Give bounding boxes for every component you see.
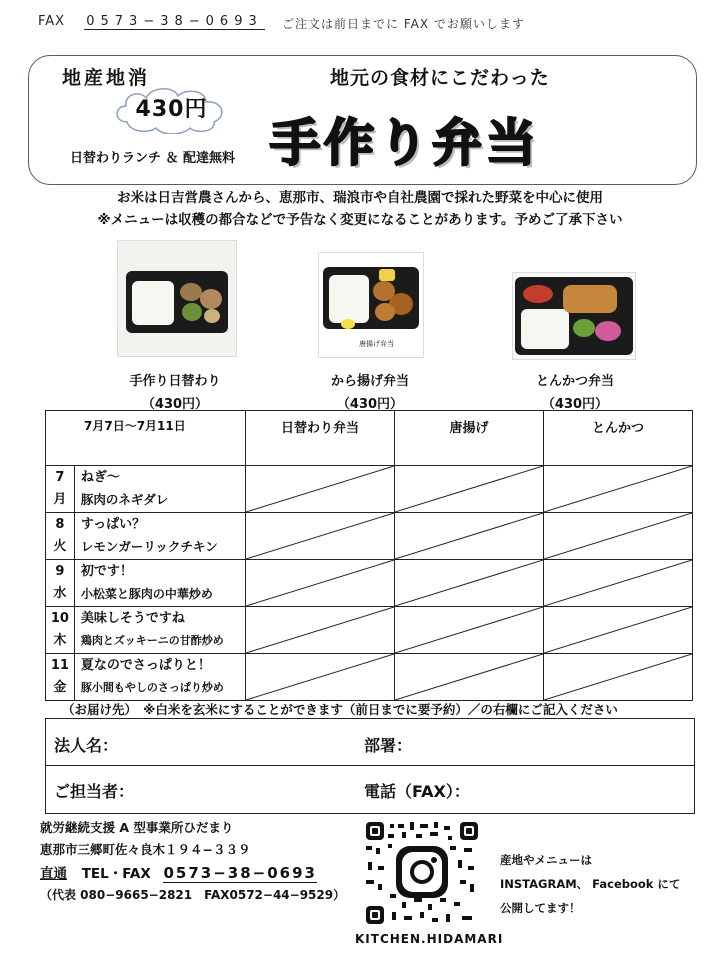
- weekday: 火: [53, 539, 67, 554]
- local-production-label: 地産地消: [62, 67, 151, 89]
- qr-caption: KITCHEN.HIDAMARI: [355, 932, 504, 946]
- table-row: [46, 654, 693, 701]
- fax-header: [38, 14, 265, 30]
- sns-line-3: 公開してます！: [500, 901, 581, 915]
- menu-name: 豚小間もやしのさっぱり炒め: [80, 681, 224, 694]
- order-qty-karaage[interactable]: [394, 654, 543, 701]
- bento-name: とんかつ弁当: [535, 374, 614, 389]
- weekday: 水: [53, 586, 67, 601]
- bento-caption: [505, 370, 645, 412]
- order-qty-karaage[interactable]: [394, 513, 543, 560]
- bento-name: 手作り日替わり: [129, 374, 221, 389]
- sns-line-1: 産地やメニューは: [500, 853, 592, 867]
- menu-cell: [74, 513, 245, 560]
- weekday: 木: [53, 633, 67, 648]
- menu-catch: 美味しそうですね: [80, 611, 185, 626]
- day-cell: [46, 654, 75, 701]
- period-header: 7月7日〜7月11日: [46, 411, 246, 466]
- weekday: 金: [53, 680, 67, 695]
- column-header-daily: 日替わり弁当: [245, 411, 394, 466]
- daily-lunch-label: 日替わりランチ ＆ 配達無料: [70, 151, 236, 166]
- sns-line-2: INSTAGRAM、 Facebook にて: [500, 877, 681, 891]
- representative-contact: （代表 080−9665−2821 FAX0572−44−9529）: [40, 888, 346, 902]
- day-cell: [46, 466, 75, 513]
- karaage-bento-photo: [318, 252, 424, 358]
- tel-label: TEL・FAX: [81, 866, 151, 882]
- order-qty-karaage[interactable]: [394, 560, 543, 607]
- order-table: [45, 410, 693, 701]
- fax-label: FAX: [38, 14, 66, 29]
- bento-caption: [300, 370, 440, 412]
- order-qty-karaage[interactable]: [394, 607, 543, 654]
- bento-price: （430円）: [141, 397, 209, 412]
- menu-catch: 夏なのでさっぱりと！: [80, 658, 211, 673]
- menu-catch: 初です！: [80, 564, 133, 579]
- order-qty-daily[interactable]: [245, 513, 394, 560]
- bento-price: （430円）: [541, 397, 609, 412]
- menu-name: 豚肉のネギダレ: [80, 492, 169, 507]
- phone-fax-field[interactable]: 電話（FAX）：: [364, 782, 470, 801]
- order-qty-karaage[interactable]: [394, 466, 543, 513]
- table-row: [46, 560, 693, 607]
- menu-cell: [74, 466, 245, 513]
- table-row: [46, 466, 693, 513]
- date-number: 9: [55, 564, 65, 579]
- org-address: 恵那市三郷町佐々良木１９４−３３９: [40, 842, 251, 857]
- day-cell: [46, 513, 75, 560]
- department-field[interactable]: 部署：: [364, 736, 413, 755]
- delivery-note: （お届け先） ※白米を玄米にすることができます（前日までに要予約）／の右欄にご記入ください: [62, 702, 618, 717]
- fax-note: ご注文は前日までに FAX でお願いします: [282, 17, 525, 31]
- date-number: 8: [55, 517, 65, 532]
- table-row: [46, 607, 693, 654]
- header-subtitle: 地元の食材にこだわった: [330, 67, 550, 89]
- company-field[interactable]: 法人名：: [54, 736, 119, 755]
- price-badge: 430円: [135, 97, 208, 122]
- direct-contact: [40, 862, 317, 882]
- menu-name: 小松菜と豚肉の中華炒め: [80, 587, 213, 601]
- org-name: 就労継続支援 A 型事業所ひだまり: [40, 820, 234, 835]
- order-qty-daily[interactable]: [245, 466, 394, 513]
- column-header-karaage: 唐揚げ: [394, 411, 543, 466]
- order-qty-tonkatsu[interactable]: [543, 607, 692, 654]
- order-qty-tonkatsu[interactable]: [543, 466, 692, 513]
- tel-number: 0573−38−0693: [163, 864, 317, 882]
- menu-change-note: ※メニューは収穫の都合などで予告なく変更になることがあります。予めご了承下さい: [97, 212, 623, 228]
- customer-info-form: [45, 718, 695, 814]
- order-qty-daily[interactable]: [245, 654, 394, 701]
- daily-bento-photo: [117, 240, 237, 357]
- order-qty-tonkatsu[interactable]: [543, 654, 692, 701]
- menu-cell: [74, 560, 245, 607]
- date-number: 7: [55, 470, 65, 485]
- rice-note: お米は日吉営農さんから、恵那市、瑞浪市や自社農園で採れた野菜を中心に使用: [117, 190, 603, 206]
- menu-name: レモンガーリックチキン: [80, 539, 218, 554]
- order-qty-daily[interactable]: [245, 607, 394, 654]
- qr-code-icon: [362, 818, 482, 928]
- menu-catch: すっぱい？: [80, 517, 146, 532]
- day-cell: [46, 607, 75, 654]
- bento-caption: [105, 370, 245, 412]
- order-qty-tonkatsu[interactable]: [543, 560, 692, 607]
- date-number: 11: [50, 658, 69, 673]
- column-header-tonkatsu: とんかつ: [543, 411, 692, 466]
- weekday: 月: [53, 492, 67, 507]
- fax-number: 0573−38−0693: [86, 14, 263, 29]
- table-row: [46, 513, 693, 560]
- order-table-header: [46, 411, 693, 466]
- tonkatsu-bento-photo: [512, 272, 636, 360]
- order-qty-daily[interactable]: [245, 560, 394, 607]
- date-number: 10: [50, 611, 69, 626]
- order-qty-tonkatsu[interactable]: [543, 513, 692, 560]
- page-title: 手作り弁当: [270, 114, 540, 172]
- menu-cell: [74, 654, 245, 701]
- day-cell: [46, 560, 75, 607]
- bento-price: （430円）: [336, 397, 404, 412]
- contact-person-field[interactable]: ご担当者：: [54, 782, 135, 801]
- direct-label: 直通: [40, 866, 67, 882]
- bento-name: から揚げ弁当: [330, 374, 409, 389]
- menu-catch: ねぎ〜: [80, 470, 120, 485]
- menu-cell: [74, 607, 245, 654]
- menu-name: 鶏肉とズッキーニの甘酢炒め: [80, 634, 224, 647]
- karaage-photo-label: 唐揚げ弁当: [359, 340, 394, 348]
